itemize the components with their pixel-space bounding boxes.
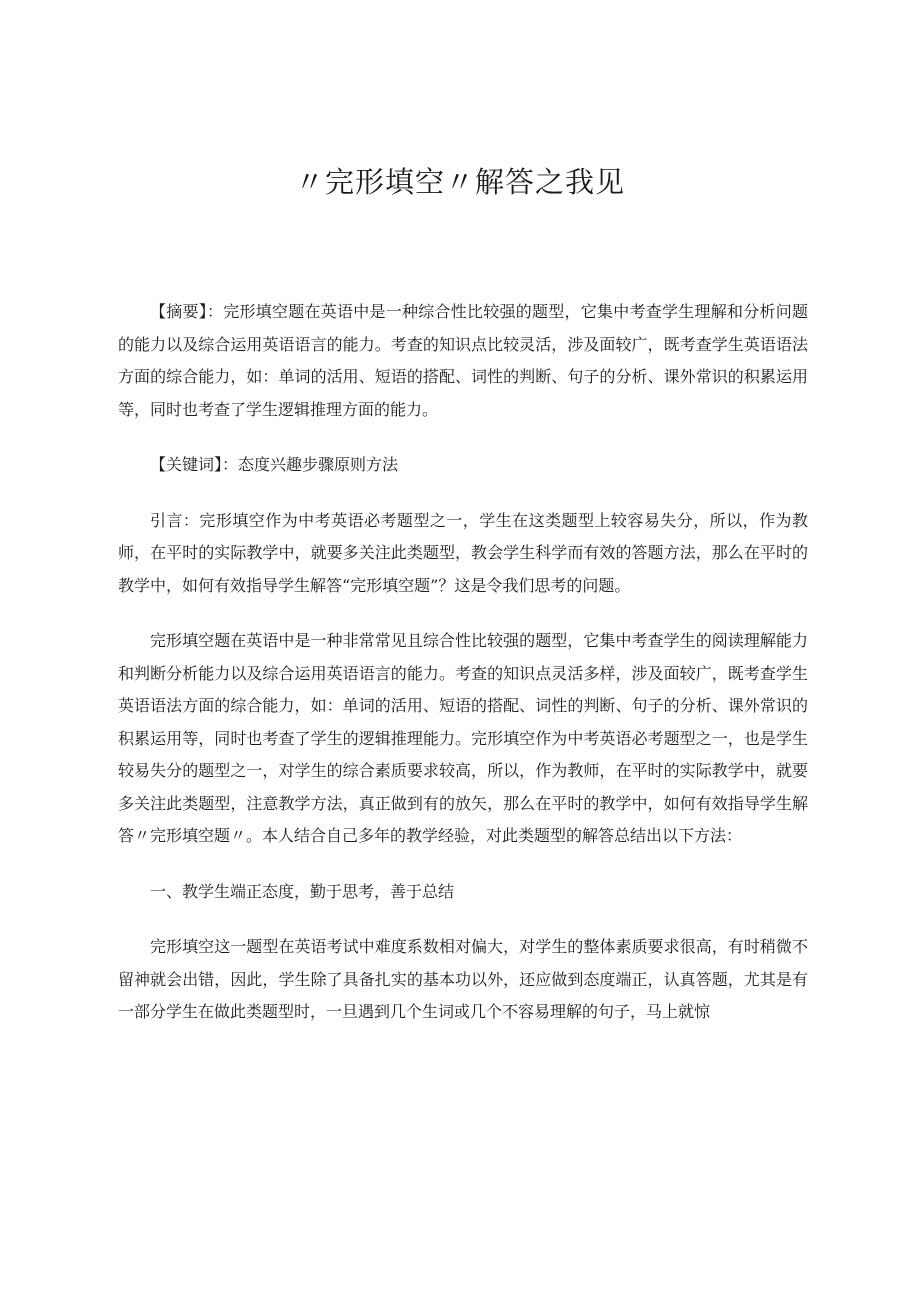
keywords-paragraph: 【关键词】：态度兴趣步骤原则方法 bbox=[150, 455, 399, 474]
body-paragraph: 完形填空题在英语中是一种非常常见且综合性比较强的题型，它集中考查学生的阅读理解能力和判断分析能力以及综合运用英语语言的能力。考查的知识点灵活多样，涉及面较广，既考查学生英语语法方面的综合能力，如：单词的活用、短语的搭配、词性的判断、句子的分析、课外常识的积累运用等，同时也考查了学生的逻辑推理能力。完形填空作为中考英语必考题型之一，也是学生较易失分的题型之一，对学生的综合素质要求较高，所以，作为教师，在平时的实际教学中，就要多关注此类题型，注意教学方法，真正做到有的放矢，那么在平时的教学中，如何有效指导学生解答〃完形填空题〃。本人结合自己多年的教学经验，对此类题型的解答总结出以下方法： bbox=[118, 631, 808, 845]
document-body bbox=[118, 296, 808, 1052]
abstract-paragraph: 【摘要】：完形填空题在英语中是一种综合性比较强的题型，它集中考查学生理解和分析问题的能力以及综合运用英语语言的能力。考查的知识点比较灵活，涉及面较广，既考查学生英语语法方面的综合能力，如：单词的活用、短语的搭配、词性的判断、句子的分析、课外常识的积累运用等，同时也考查了学生逻辑推理方面的能力。 bbox=[118, 302, 808, 419]
section-heading: 一、教学生端正态度，勤于思考，善于总结 bbox=[150, 881, 455, 901]
body-paragraph: 完形填空这一题型在英语考试中难度系数相对偏大，对学生的整体素质要求很高，有时稍微不留神就会出错，因此，学生除了具备扎实的基本功以外，还应做到态度端正，认真答题，尤其是有一部分学生在做此类题型时，一旦遇到几个生词或几个不容易理解的句子，马上就惊 bbox=[118, 937, 808, 1021]
document-title: 〃完形填空〃解答之我见 bbox=[294, 165, 625, 199]
intro-paragraph: 引言：完形填空作为中考英语必考题型之一，学生在这类题型上较容易失分，所以，作为教师，在平时的实际教学中，就要多关注此类题型，教会学生科学而有效的答题方法，那么在平时的教学中，如何有效指导学生解答“完形填空题”？这是令我们思考的问题。 bbox=[118, 510, 808, 595]
